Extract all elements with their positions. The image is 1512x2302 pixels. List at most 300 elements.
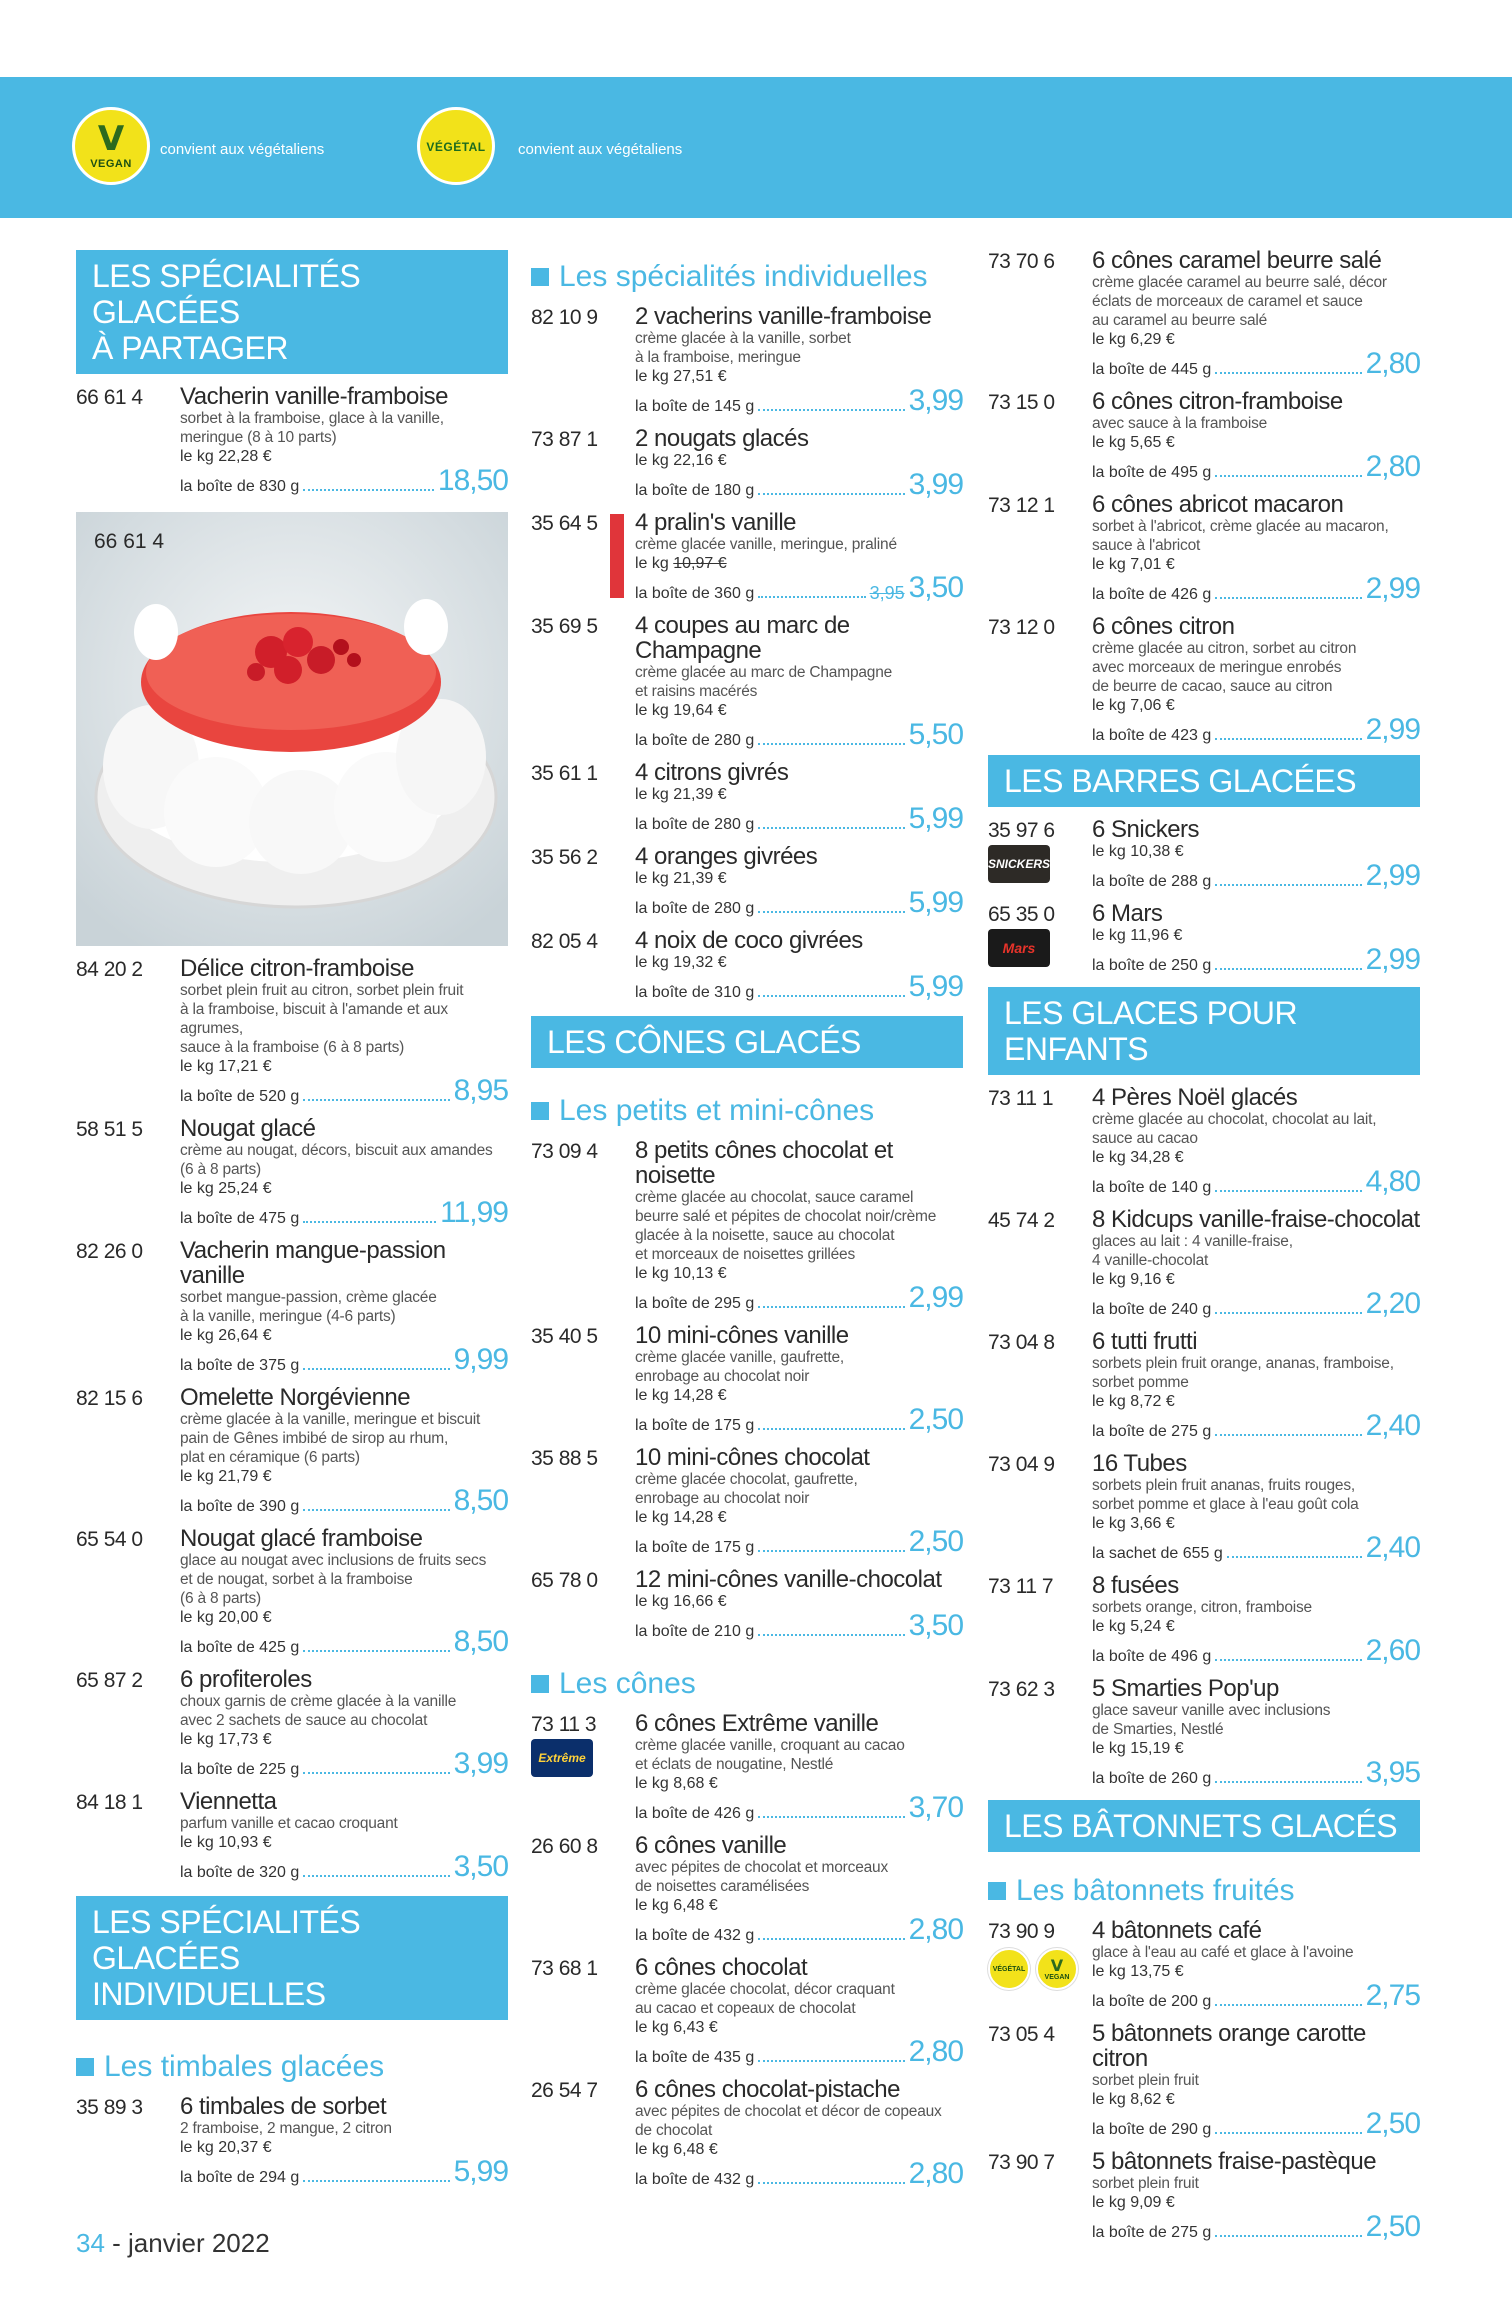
vegan-leaf-icon: V — [1050, 1955, 1064, 1975]
product-name: 6 cônes abricot macaron — [1092, 491, 1344, 518]
vegan-mini-label: VEGAN — [1044, 1973, 1070, 1981]
product-description: au cacao et copeaux de chocolat — [635, 2000, 856, 2017]
product-item — [76, 956, 508, 1106]
section-banner-bars: LES BARRES GLACÉES — [988, 755, 1420, 807]
product-description: avec pépites de chocolat et morceaux — [635, 1859, 889, 1876]
price-line — [180, 2157, 508, 2187]
square-bullet-icon — [531, 1675, 549, 1693]
product-code: 35 56 2 — [531, 846, 598, 869]
product-name: 4 pralin's vanille — [635, 509, 797, 536]
product-name: 6 cônes vanille — [635, 1832, 787, 1859]
product-name: 5 Smarties Pop'up — [1092, 1675, 1279, 1702]
product-name: 6 tutti frutti — [1092, 1328, 1198, 1355]
product-name: 10 mini-cônes chocolat — [635, 1444, 870, 1471]
subhead-cones: Les cônes — [531, 1667, 963, 1701]
product-code: 73 68 1 — [531, 1957, 598, 1980]
price-per-kg: le kg 14,28 € — [635, 1387, 727, 1404]
price-per-kg: le kg 7,01 € — [1092, 556, 1175, 573]
product-item — [531, 1955, 963, 2067]
product-description: glace à l'eau au café et glace à l'avoine — [1092, 1944, 1354, 1961]
product-description: crème glacée vanille, croquant au cacao — [635, 1737, 905, 1754]
price-line — [635, 888, 963, 918]
product-price: 2,99 — [908, 1281, 963, 1314]
subhead-individual: Les spécialités individuelles — [531, 260, 963, 294]
package-size: la boîte de 288 g — [1092, 873, 1212, 890]
price-line — [1092, 1289, 1420, 1319]
product-name: 6 cônes citron — [1092, 613, 1235, 640]
product-name: Vacherin mangue-passion vanille — [180, 1237, 446, 1289]
product-name: Omelette Norgévienne — [180, 1384, 411, 1411]
price-per-kg: le kg 21,39 € — [635, 786, 727, 803]
product-price: 3,70 — [908, 1791, 963, 1824]
price-per-kg: le kg 11,96 € — [1092, 927, 1183, 944]
product-price: 3,50 — [453, 1850, 508, 1883]
vegetal-mini-label: VÉGÉTAL — [992, 1965, 1026, 1973]
product-price: 3,99 — [908, 468, 963, 501]
product-description: enrobage au chocolat noir — [635, 1368, 810, 1385]
price-line: la boîte de 360 g 3,95 3,50 — [635, 571, 963, 604]
price-line — [1092, 1167, 1420, 1197]
product-code: 73 15 0 — [988, 391, 1055, 414]
price-per-kg: le kg 5,65 € — [1092, 434, 1175, 451]
product-description: à la vanille, meringue (4-6 parts) — [180, 1308, 396, 1325]
product-item — [531, 2077, 963, 2189]
product-name: 6 timbales de sorbet — [180, 2093, 387, 2120]
product-description: crème au nougat, décors, biscuit aux amandes — [180, 1142, 493, 1159]
product-item — [76, 1385, 508, 1516]
product-price: 2,80 — [908, 2157, 963, 2190]
package-size: la boîte de 520 g — [180, 1088, 300, 1105]
package-size: la boîte de 423 g — [1092, 727, 1212, 744]
price-per-kg: le kg 6,48 € — [635, 1897, 718, 1914]
product-price: 5,99 — [453, 2155, 508, 2188]
product-item — [531, 1445, 963, 1557]
product-item — [988, 1085, 1420, 1197]
product-item — [988, 1451, 1420, 1563]
product-code: 35 40 5 — [531, 1325, 598, 1348]
package-size: la boîte de 290 g — [1092, 2121, 1212, 2138]
product-code: 84 18 1 — [76, 1791, 143, 1814]
package-size: la boîte de 180 g — [635, 482, 755, 499]
product-description: et morceaux de noisettes grillées — [635, 1246, 855, 1263]
product-description: de chocolat — [635, 2122, 713, 2139]
product-description: crème glacée au chocolat, chocolat au lait, — [1092, 1111, 1377, 1128]
product-price: 2,75 — [1365, 1979, 1420, 2012]
product-name: 6 Snickers — [1092, 816, 1200, 843]
page-number: 34 — [76, 2228, 105, 2258]
product-code: 73 05 4 — [988, 2023, 1055, 2046]
package-size: la boîte de 425 g — [180, 1639, 300, 1656]
price-per-kg: le kg 7,06 € — [1092, 697, 1175, 714]
package-size: la boîte de 426 g — [1092, 586, 1212, 603]
product-description: au caramel au beurre salé — [1092, 312, 1268, 329]
product-description: glace au nougat avec inclusions de fruits secs — [180, 1552, 487, 1569]
product-item — [76, 1526, 508, 1657]
product-name: 10 mini-cônes vanille — [635, 1322, 849, 1349]
product-code: 66 61 4 — [76, 386, 143, 409]
product-item — [531, 426, 963, 500]
product-price: 11,99 — [440, 1196, 508, 1229]
product-description: enrobage au chocolat noir — [635, 1490, 810, 1507]
product-description: et raisins macérés — [635, 683, 758, 700]
product-description: sorbet mangue-passion, crème glacée — [180, 1289, 437, 1306]
product-item — [988, 2149, 1420, 2242]
product-description: avec pépites de chocolat et décor de copeaux — [635, 2103, 942, 2120]
product-description: crème glacée au chocolat, sauce caramel — [635, 1189, 914, 1206]
vegan-badge-label: VEGAN — [90, 158, 132, 170]
product-price: 2,80 — [908, 1913, 963, 1946]
product-price: 2,80 — [1365, 347, 1420, 380]
product-item — [531, 928, 963, 1002]
product-item — [531, 613, 963, 750]
product-item — [76, 1667, 508, 1779]
price-line — [1092, 1533, 1420, 1563]
vegan-leaf-icon: V — [97, 119, 125, 159]
photo-code: 66 61 4 — [94, 530, 165, 553]
product-description: sorbets orange, citron, framboise — [1092, 1599, 1312, 1616]
price-line — [1092, 574, 1420, 604]
product-code: 65 87 2 — [76, 1669, 143, 1692]
price-line — [1092, 945, 1420, 975]
product-item — [988, 1573, 1420, 1666]
product-price: 2,50 — [908, 1403, 963, 1436]
price-line — [635, 1405, 963, 1435]
product-description: (6 à 8 parts) — [180, 1161, 261, 1178]
package-size: la boîte de 295 g — [635, 1295, 755, 1312]
product-name: 8 fusées — [1092, 1572, 1179, 1599]
header-bar — [0, 77, 1512, 218]
product-description: sorbet pomme et glace à l'eau goût cola — [1092, 1496, 1359, 1513]
product-description: crème glacée vanille, gaufrette, — [635, 1349, 844, 1366]
product-description: sauce au cacao — [1092, 1130, 1198, 1147]
subhead-timbales: Les timbales glacées — [76, 2050, 508, 2084]
package-size: la sachet de 655 g — [1092, 1545, 1223, 1562]
price-line — [1092, 861, 1420, 891]
product-thumbnail: Mars — [988, 929, 1050, 967]
vegetal-badge-text: convient aux végétaliens — [518, 141, 683, 158]
product-description: avec 2 sachets de sauce au chocolat — [180, 1712, 428, 1729]
package-size: la boîte de 432 g — [635, 1927, 755, 1944]
package-size: la boîte de 375 g — [180, 1357, 300, 1374]
price-line — [1092, 1758, 1420, 1788]
vegetal-badge — [417, 107, 495, 185]
product-name: 6 cônes caramel beurre salé — [1092, 247, 1382, 274]
product-code: 82 10 9 — [531, 306, 598, 329]
product-description: meringue (8 à 10 parts) — [180, 429, 337, 446]
column-3 — [988, 247, 1420, 2243]
product-description: crème glacée vanille, meringue, praliné — [635, 536, 897, 553]
product-code: 73 04 8 — [988, 1331, 1055, 1354]
product-code: 82 05 4 — [531, 930, 598, 953]
package-size: la boîte de 496 g — [1092, 1648, 1212, 1665]
product-name: 6 cônes chocolat — [635, 1954, 808, 1981]
package-size: la boîte de 140 g — [1092, 1179, 1212, 1196]
package-size: la boîte de 432 g — [635, 2171, 755, 2188]
product-description: crème glacée chocolat, gaufrette, — [635, 1471, 858, 1488]
price-line — [1092, 1411, 1420, 1441]
product-code: 65 35 0 — [988, 903, 1055, 926]
package-size: la boîte de 275 g — [1092, 1423, 1212, 1440]
product-price: 3,50 — [908, 571, 963, 604]
price-per-kg: le kg 5,24 € — [1092, 1618, 1175, 1635]
product-code: 58 51 5 — [76, 1118, 143, 1141]
price-per-kg: le kg 19,32 € — [635, 954, 727, 971]
price-per-kg: le kg 9,16 € — [1092, 1271, 1175, 1288]
price-per-kg: le kg 6,29 € — [1092, 331, 1175, 348]
product-description: 2 framboise, 2 mangue, 2 citron — [180, 2120, 392, 2137]
price-line — [1092, 349, 1420, 379]
product-description: crème glacée chocolat, décor craquant — [635, 1981, 895, 1998]
product-description: sorbets plein fruit ananas, fruits rouges, — [1092, 1477, 1355, 1494]
product-description: sorbet à la framboise, glace à la vanille, — [180, 410, 444, 427]
product-description: de noisettes caramélisées — [635, 1878, 810, 1895]
price-line — [635, 972, 963, 1002]
price-line — [635, 1611, 963, 1641]
price-line — [180, 1076, 508, 1106]
product-item — [531, 1323, 963, 1435]
price-line — [180, 1627, 508, 1657]
product-price: 2,80 — [1365, 450, 1420, 483]
price-per-kg: le kg 16,66 € — [635, 1593, 727, 1610]
product-description: beurre salé et pépites de chocolat noir/crème — [635, 1208, 937, 1225]
product-item — [76, 384, 508, 496]
product-description: sorbet à l'abricot, crème glacée au macaron, — [1092, 518, 1389, 535]
product-item — [76, 1116, 508, 1228]
product-price: 9,99 — [453, 1343, 508, 1376]
square-bullet-icon — [531, 268, 549, 286]
product-description: avec morceaux de meringue enrobés — [1092, 659, 1342, 676]
product-price: 2,20 — [1365, 1287, 1420, 1320]
product-description: à la framboise, meringue — [635, 349, 801, 366]
package-size: la boîte de 175 g — [635, 1417, 755, 1434]
product-price: 8,50 — [453, 1625, 508, 1658]
product-code: 84 20 2 — [76, 958, 143, 981]
price-per-kg: le kg 20,37 € — [180, 2139, 272, 2156]
product-price: 2,50 — [908, 1525, 963, 1558]
price-line — [180, 1345, 508, 1375]
product-price: 2,99 — [1365, 713, 1420, 746]
vegan-badge-text: convient aux végétaliens — [160, 141, 325, 158]
product-price: 3,95 — [1365, 1756, 1420, 1789]
product-description: choux garnis de crème glacée à la vanille — [180, 1693, 457, 1710]
product-price: 2,99 — [1365, 943, 1420, 976]
product-name: 8 petits cônes chocolat et noisette — [635, 1137, 893, 1189]
price-line — [1092, 2212, 1420, 2242]
price-per-kg: le kg 8,72 € — [1092, 1393, 1175, 1410]
product-name: 5 bâtonnets fraise-pastèque — [1092, 2148, 1377, 2175]
product-code: 65 54 0 — [76, 1528, 143, 1551]
price-line — [635, 470, 963, 500]
price-per-kg: le kg 8,62 € — [1092, 2091, 1175, 2108]
product-item — [531, 1567, 963, 1641]
package-size: la boîte de 200 g — [1092, 1993, 1212, 2010]
product-price: 2,50 — [1365, 2210, 1420, 2243]
product-name: 16 Tubes — [1092, 1450, 1187, 1477]
price-per-kg: le kg 22,16 € — [635, 452, 727, 469]
price-per-kg: le kg 9,09 € — [1092, 2194, 1175, 2211]
section-banner-individual: LES SPÉCIALITÉS GLACÉES INDIVIDUELLES — [76, 1896, 508, 2020]
product-item — [76, 1238, 508, 1375]
price-per-kg: le kg 27,51 € — [635, 368, 727, 385]
product-name: Nougat glacé — [180, 1115, 316, 1142]
price-line — [1092, 2109, 1420, 2139]
product-code: 35 88 5 — [531, 1447, 598, 1470]
product-name: 4 noix de coco givrées — [635, 927, 863, 954]
package-size: la boîte de 210 g — [635, 1623, 755, 1640]
product-code: 35 61 1 — [531, 762, 598, 785]
product-price: 2,80 — [908, 2035, 963, 2068]
package-size: la boîte de 240 g — [1092, 1301, 1212, 1318]
product-description: éclats de morceaux de caramel et sauce — [1092, 293, 1363, 310]
vegan-badge-small — [1036, 1948, 1078, 1990]
product-code: 73 11 3 — [531, 1713, 597, 1736]
price-per-kg: le kg 19,64 € — [635, 702, 727, 719]
price-line — [180, 1749, 508, 1779]
product-description: glaces au lait : 4 vanille-fraise, — [1092, 1233, 1293, 1250]
product-item — [988, 2021, 1420, 2139]
price-line — [635, 1915, 963, 1945]
product-price: 5,50 — [908, 718, 963, 751]
product-description: crème glacée au citron, sorbet au citron — [1092, 640, 1357, 657]
price-per-kg: le kg 10,38 € — [1092, 843, 1184, 860]
price-line — [1092, 452, 1420, 482]
package-size: la boîte de 145 g — [635, 398, 755, 415]
section-banner-kids: LES GLACES POUR ENFANTS — [988, 987, 1420, 1075]
package-size: la boîte de 310 g — [635, 984, 755, 1001]
column-1 — [76, 250, 508, 2187]
product-name: 6 cônes citron-framboise — [1092, 388, 1343, 415]
product-item — [988, 389, 1420, 482]
price-per-kg: le kg 10,13 € — [635, 1265, 727, 1282]
product-name: Nougat glacé framboise — [180, 1525, 423, 1552]
product-code: 73 12 1 — [988, 494, 1055, 517]
price-line — [1092, 715, 1420, 745]
price-line — [635, 2037, 963, 2067]
product-description: avec sauce à la framboise — [1092, 415, 1268, 432]
price-line — [635, 2159, 963, 2189]
product-description: et de nougat, sorbet à la framboise — [180, 1571, 413, 1588]
package-size: la boîte de 320 g — [180, 1864, 300, 1881]
product-code: 65 78 0 — [531, 1569, 598, 1592]
product-thumbnail: SNICKERS — [988, 845, 1050, 883]
product-code: 73 87 1 — [531, 428, 598, 451]
package-size: la boîte de 426 g — [635, 1805, 755, 1822]
product-price: 18,50 — [437, 464, 508, 497]
diet-badges — [988, 1948, 1078, 1990]
product-description: à la framboise, biscuit à l'amande et aux agrumes, — [180, 1001, 448, 1037]
price-line — [1092, 1981, 1420, 2011]
product-description: crème glacée au marc de Champagne — [635, 664, 893, 681]
price-line — [180, 466, 508, 496]
vegetal-badge-label: VÉGÉTAL — [426, 140, 486, 154]
product-name: 2 nougats glacés — [635, 425, 809, 452]
product-code: 35 97 6 — [988, 819, 1055, 842]
product-item — [531, 1138, 963, 1313]
price-line — [635, 1527, 963, 1557]
package-size: la boîte de 280 g — [635, 816, 755, 833]
price-line — [635, 1793, 963, 1823]
product-description: crème glacée à la vanille, meringue et biscuit — [180, 1411, 481, 1428]
product-name: Viennetta — [180, 1788, 277, 1815]
package-size: la boîte de 280 g — [635, 732, 755, 749]
product-price: 4,80 — [1365, 1165, 1420, 1198]
price-per-kg: le kg 14,28 € — [635, 1509, 727, 1526]
price-per-kg: le kg 26,64 € — [180, 1327, 272, 1344]
product-item — [988, 1207, 1420, 1319]
product-description: 4 vanille-chocolat — [1092, 1252, 1209, 1269]
product-photo-vacherin — [76, 512, 508, 946]
price-line — [1092, 1636, 1420, 1666]
product-code: 35 89 3 — [76, 2096, 143, 2119]
package-size: la boîte de 475 g — [180, 1210, 300, 1227]
product-code: 45 74 2 — [988, 1209, 1055, 1232]
package-size: la boîte de 830 g — [180, 478, 300, 495]
product-description: sorbet plein fruit — [1092, 2175, 1199, 2192]
product-name: 4 citrons givrés — [635, 759, 789, 786]
product-description: sorbet plein fruit au citron, sorbet plein fruit — [180, 982, 464, 999]
square-bullet-icon — [531, 1102, 549, 1120]
product-name: 4 coupes au marc de Champagne — [635, 612, 850, 664]
product-item — [988, 1918, 1420, 2011]
product-code: 26 60 8 — [531, 1835, 598, 1858]
vacherin-cake-image — [76, 512, 508, 946]
product-description: pain de Gênes imbibé de sirop au rhum, — [180, 1430, 449, 1447]
product-name: 12 mini-cônes vanille-chocolat — [635, 1566, 942, 1593]
product-name: 6 profiteroles — [180, 1666, 312, 1693]
product-price: 2,60 — [1365, 1634, 1420, 1667]
package-size: la boîte de 250 g — [1092, 957, 1212, 974]
product-item — [988, 901, 1420, 975]
product-code: 73 09 4 — [531, 1140, 598, 1163]
package-size: la boîte de 175 g — [635, 1539, 755, 1556]
product-name: 6 cônes Extrême vanille — [635, 1710, 879, 1737]
product-price: 8,50 — [453, 1484, 508, 1517]
old-price: 3,95 — [869, 583, 905, 603]
product-item — [531, 1711, 963, 1823]
product-code: 73 12 0 — [988, 616, 1055, 639]
product-item — [988, 1676, 1420, 1788]
product-price: 2,50 — [1365, 2107, 1420, 2140]
product-description: sorbets plein fruit orange, ananas, framboise, — [1092, 1355, 1394, 1372]
product-code: 73 70 6 — [988, 250, 1055, 273]
price-line — [180, 1486, 508, 1516]
package-size: la boîte de 445 g — [1092, 361, 1212, 378]
product-name: 4 Pères Noël glacés — [1092, 1084, 1298, 1111]
product-description: de Smarties, Nestlé — [1092, 1721, 1224, 1738]
product-thumbnail: Extrême — [531, 1739, 593, 1777]
price-line — [635, 804, 963, 834]
product-code: 35 69 5 — [531, 615, 598, 638]
product-description: de beurre de cacao, sauce au citron — [1092, 678, 1333, 695]
product-item — [531, 844, 963, 918]
product-name: 4 bâtonnets café — [1092, 1917, 1262, 1944]
product-item — [531, 304, 963, 416]
product-code: 73 04 9 — [988, 1453, 1055, 1476]
product-name: 5 bâtonnets orange carotte citron — [1092, 2020, 1366, 2072]
product-item — [988, 614, 1420, 745]
product-price: 2,99 — [1365, 859, 1420, 892]
product-code: 82 26 0 — [76, 1240, 143, 1263]
product-description: glace saveur vanille avec inclusions — [1092, 1702, 1331, 1719]
product-price: 2,99 — [1365, 572, 1420, 605]
product-description: (6 à 8 parts) — [180, 1590, 261, 1607]
package-size: la boîte de 435 g — [635, 2049, 755, 2066]
product-item-pralin — [531, 510, 963, 603]
product-description: crème glacée caramel au beurre salé, décor — [1092, 274, 1387, 291]
subhead-mini-cones: Les petits et mini-cônes — [531, 1094, 963, 1128]
product-code: 73 90 9 — [988, 1920, 1055, 1943]
product-item — [76, 2094, 508, 2187]
